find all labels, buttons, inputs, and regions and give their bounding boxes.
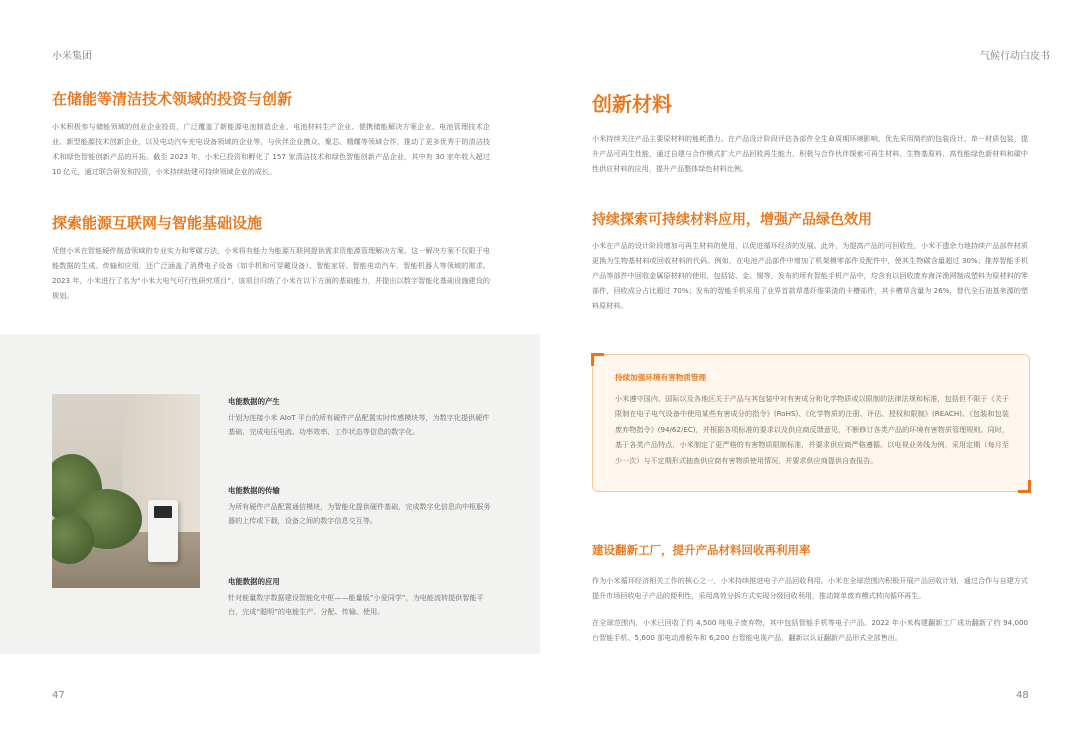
panel-item-text-transmission: 为所有硬件产品配置通信模块，为智能化提供硬件基础，完成数字化信息向中枢服务器的上传或下载，设备之间的数字信息交互等。 — [228, 502, 491, 525]
section-title-energy-internet: 探索能源互联网与智能基础设施 — [52, 214, 263, 232]
panel-item-text-generation: 计划为连接小米 AIoT 平台的所有硬件产品配置实时传感模块等，为数字化提供硬件基础，完成电压电流、功率效率、工作状态等信息的数字化。 — [228, 413, 490, 436]
callout-body: 小米遵守国内、国际以及各地区关于产品与其包装中对有害成分和化学物质或以限制的法律法规和标准，包括但不限于《关于限制在电子电气设备中使用某些有害成分的指令》(RoHS)、《化学物质的注册、评估、授权和限制》(REACH)、《包装和包装废弃物指令》(94/62/EC)，并根据各项标准的要求以及供应商反馈意见，不断修订各类产品的环境有害物质管理规则。同时，基于各类产品特点，小米制定了更严格的有害物质限制标准，并要求供应商严格遵循。以电视业务线为例，采用定期（每月至少一次）与不定期形式抽查供应商有害物质使用情况，并要求供应商提供自查报告。 — [615, 394, 1009, 465]
page-title-innovative-materials: 创新材料 — [592, 92, 672, 116]
callout-title: 持续加强环境有害物质管理 — [615, 373, 707, 382]
header-brand: 小米集团 — [52, 51, 92, 62]
page-number-right: 48 — [1016, 690, 1029, 701]
section-title-refurbish-factory: 建设翻新工厂，提升产品材料回收再利用率 — [592, 543, 811, 557]
section-body-energy-storage: 小米积极参与储能领域的创业企业投资，广泛覆盖了新能源电池制造企业、电池材料生产企业、便携储能解决方案企业、电池管理技术企业、新型能源技术创新企业，以及电动汽车充电设备领域的企业等，与伙伴企业携众、聚芯、精耀等领域合作，推动了更多优秀于的清洁技术和绿色智能创新产品的开拓。截至 2023 年，小米已投资和孵化了 157 家清洁技术和绿色智能创新产品企业，其中有 30 家年收入超过 10 亿元，通过联合研发和投资，小米持续助建可持续领域企业的成长。 — [52, 122, 490, 176]
intro-paragraph: 小米持续关注产品主要原材料的能耗潜力。在产品设计阶段评估各部件全生命周期环境影响，优先采用简约的包装设计、单一材质包装，提升产品可再生性能，通过自建与合作模式扩大产品回收再生能力，积极与合作伙伴探索可再生材料、生物基原料、高性能绿色新材料和碳中性供应材料的应用，提升产品整体绿色材料比例。 — [592, 134, 1028, 173]
energy-device — [148, 500, 178, 562]
page-number-left: 47 — [52, 690, 65, 701]
section-title-energy-storage: 在储能等清洁技术领域的投资与创新 — [52, 90, 293, 108]
panel-item-text-application: 针对能量数字数据建设智能化中枢——能量版“小爱同学”，为电能流转提供智能平台，完成“聪明”的电能生产、分配、传输、使用。 — [228, 593, 484, 616]
section-body-refurbish-1: 作为小米循环经济相关工作的核心之一，小米持续推进电子产品回收利用。小米在全球范围内积极开展产品回收计划，通过合作与自建方式提升市场回收电子产品的便利性，采用高效分拆方式实现分级回收利用，推动简单废弃模式转向循环再生。 — [592, 576, 1028, 600]
panel-item-title-generation: 电能数据的产生 — [228, 397, 280, 406]
header-report-title: 气候行动白皮书 — [980, 51, 1050, 62]
panel-item-title-application: 电能数据的应用 — [228, 577, 280, 586]
callout-corner-accent — [1018, 480, 1031, 493]
section-title-sustainable-materials: 持续探索可持续材料应用，增强产品绿色效用 — [592, 212, 872, 228]
section-body-energy-internet: 凭借小米在智能硬件制造领域的专业实力和零碳方法，小米将有能力为能源互联网提供需求资能源管理解决方案。这一解决方案不仅限于电能数据的生成、传输和应用，还广泛涵盖了消费电子设备（如手机和可穿戴设备）、智能家居、智能电动汽车、智能机器人等领域的需求。2023 年，小米进行了名为“小米大电气可行性研究项目”，该项目归纳了小米在以下方面的基础能力，并提出以数字智能化基础设施建设的规划。 — [52, 246, 490, 300]
hazardous-substance-callout — [592, 354, 1030, 492]
panel-item-title-transmission: 电能数据的传输 — [228, 486, 280, 495]
product-photo — [52, 394, 200, 588]
callout-corner-accent — [591, 353, 604, 366]
section-body-sustainable-materials: 小米在产品的设计阶段增加可再生材料的使用，以促进循环经济的发展。此外，为提高产品的可回收性，小米不遗余力地持续产品部件材质更换为生物基材料或回收材料的代码。例如，在电池产品部件中增加了机架模零部件及配件中，使其生物碳含量超过 30%；推荐智能手机产品等部件中回收金属原材料的使用，包括钴、金、锡等，发布的所有智能手机产品中，均含有以回收废弃海洋渔网制成塑料为原材料的零部件，回收成分占比超过 70%；发布的智能手机采用了业界首款草基纤维果渣的卡槽部件，其卡槽草含量为 26%，替代全石油基来源的塑料原材料。 — [592, 241, 1028, 310]
section-body-refurbish-2: 在全球范围内，小米已回收了约 4,500 吨电子废弃物，其中包括智能手机等电子产品。2022 年小米构建翻新工厂成功翻新了约 94,000 台智能手机、5,600 部电动滑板车和 6,200 台智能电视产品，翻新以认证翻新产品形式全部售出。 — [592, 618, 1028, 642]
